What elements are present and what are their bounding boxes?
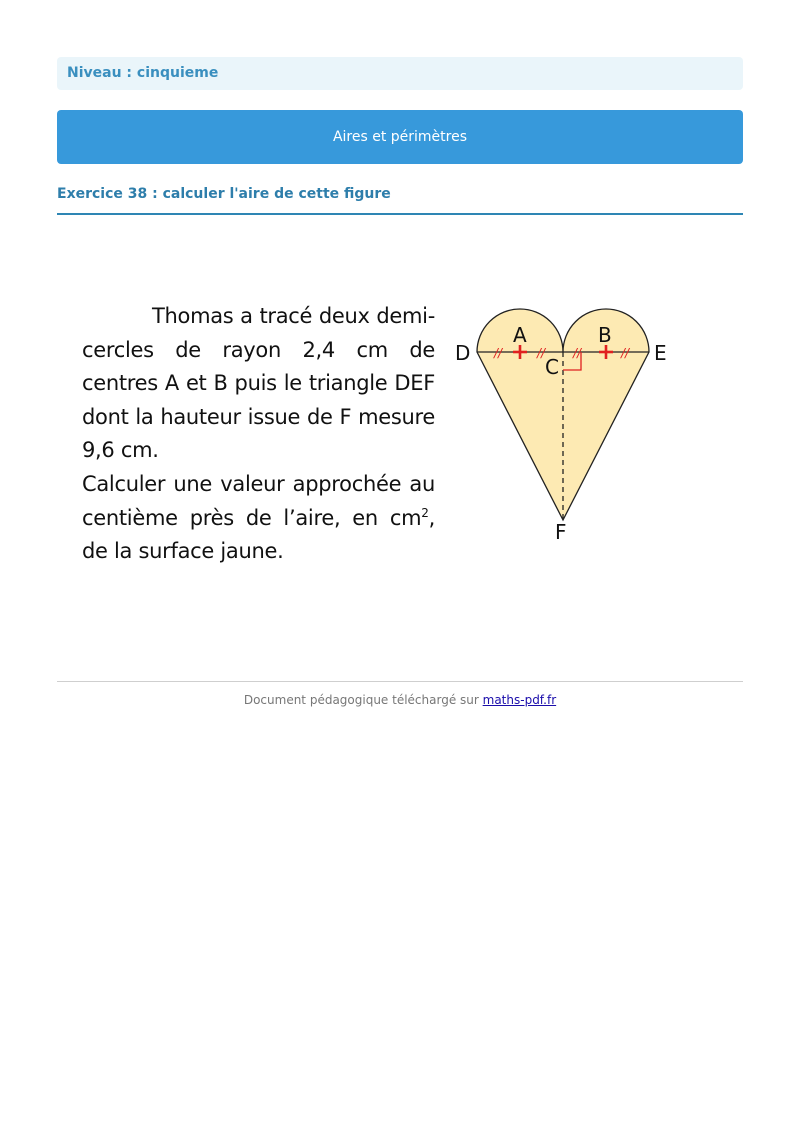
exercise-image bbox=[57, 265, 743, 605]
label-b: B bbox=[598, 323, 612, 347]
heart-figure bbox=[452, 295, 682, 550]
problem-question-end: , de la surface jaune. bbox=[82, 505, 435, 564]
footer-link[interactable]: maths-pdf.fr bbox=[482, 693, 557, 707]
footer-divider bbox=[57, 681, 743, 682]
footer-text: Document pédagogique téléchargé sur bbox=[243, 693, 483, 707]
problem-question: Calculer une valeur approchée au centième près de l’aire, en cm bbox=[82, 471, 435, 530]
label-c: C bbox=[545, 355, 559, 379]
tick-mark: // bbox=[621, 346, 630, 360]
label-a: A bbox=[513, 323, 527, 347]
label-d: D bbox=[455, 341, 471, 365]
chapter-banner: Aires et périmètres bbox=[57, 110, 743, 164]
tick-mark: // bbox=[573, 346, 582, 360]
exercise-title: Exercice 38 : calculer l'aire de cette figure bbox=[57, 186, 743, 215]
label-e: E bbox=[654, 341, 667, 365]
problem-line-1: Thomas a tracé deux demi-cercles de rayon 2,4 cm de centres A et B puis le triangle DEF dont la hauteur issue de F mesure 9,6 cm. bbox=[82, 304, 435, 463]
problem-statement bbox=[82, 300, 435, 569]
level-label: Niveau : cinquieme bbox=[57, 57, 743, 90]
tick-mark: // bbox=[494, 346, 503, 360]
tick-mark: // bbox=[537, 346, 546, 360]
problem-line-2 bbox=[82, 468, 435, 569]
superscript-2: 2 bbox=[421, 505, 429, 520]
footer bbox=[57, 693, 743, 707]
label-f: F bbox=[555, 520, 567, 544]
